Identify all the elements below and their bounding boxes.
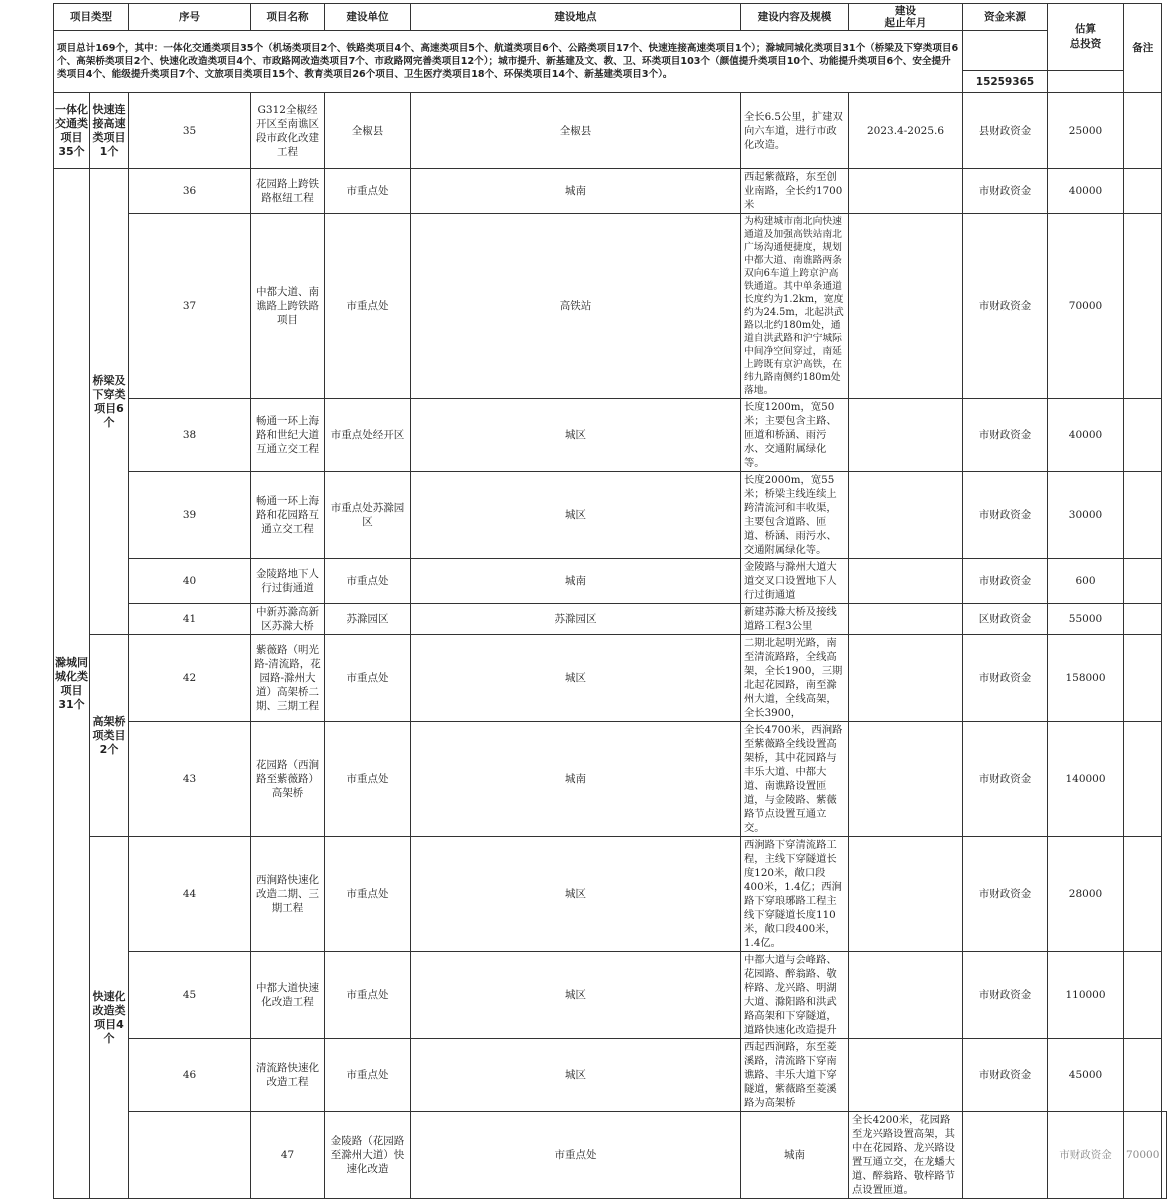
cell-period — [849, 214, 963, 399]
cell-fund: 市财政资金 — [963, 399, 1048, 472]
cell-remark — [1124, 722, 1162, 837]
cell-location: 城区 — [411, 952, 741, 1039]
table-row — [54, 93, 1167, 169]
cell-seq: 46 — [129, 1039, 251, 1112]
cell-unit: 市重点处 — [411, 1112, 741, 1199]
cell-seq: 44 — [129, 837, 251, 952]
cell-name: 中都大道、南谯路上跨铁路项目 — [251, 214, 325, 399]
cell-seq: 41 — [129, 604, 251, 635]
cell-fund: 县财政资金 — [963, 93, 1048, 169]
cell-name: 金陵路地下人行过街通道 — [251, 559, 325, 604]
cell-content: 全长6.5公里，扩建双向六车道，进行市政化改造。 — [741, 93, 849, 169]
cell-location: 城区 — [411, 1039, 741, 1112]
cell-location: 城区 — [411, 472, 741, 559]
table-row — [54, 1112, 1167, 1199]
cell-unit: 市重点处 — [325, 214, 411, 399]
cell-invest: 40000 — [1048, 399, 1124, 472]
header-category: 项目类型 — [54, 4, 129, 31]
group-fast: 快速化改造类项目4个 — [90, 837, 129, 1199]
cell-seq: 42 — [129, 635, 251, 722]
summary-text: 项目总计169个，其中：一体化交通类项目35个（机场类项目2个、铁路类项目4个、高速类项目5个、航道类项目6个、公路类项目17个、快速连接高速类项目1个）；滁城同城化类项目31个（桥梁及下穿类项目6个、高架桥类项目2个、快速化改造类项目4个、市政路网改造类项目7个、市政路网完善类项目12个）；城市提升、新基建及文、教、卫、环类项目103个（颜值提升类项目10个、功能提升类项目6个、安全提升类项目4个、能级提升类项目7个、文旅项目类项目15个、教育类项目26个项目、卫生医疗类项目18个、环保类项目14个、新基建类项目3个）。 — [54, 31, 963, 93]
group-city: 滁城同城化类项目31个 — [54, 169, 90, 1199]
cell-content: 全长4200米，花园路至龙兴路设置高架，其中在花园路、龙兴路设置互通立交，在龙蟠大道、醉翁路、敬梓路节点设置匝道。 — [849, 1112, 963, 1199]
header-period: 建设 起止年月 — [849, 4, 963, 31]
cell-remark — [1124, 952, 1162, 1039]
cell-remark — [1124, 1039, 1162, 1112]
cell-invest: 158000 — [1048, 635, 1124, 722]
table-row — [54, 559, 1167, 604]
group-elevated: 高架桥项类目2个 — [90, 635, 129, 837]
cell-location: 城区 — [411, 837, 741, 952]
cell-fund: 市财政资金 — [963, 722, 1048, 837]
cell-invest: 70000 — [1124, 1112, 1162, 1199]
cell-period — [849, 635, 963, 722]
cell-fund: 市财政资金 — [1048, 1112, 1124, 1199]
cell-location: 城南 — [411, 722, 741, 837]
cell-period — [849, 472, 963, 559]
cell-unit: 市重点处 — [325, 559, 411, 604]
cell-period — [849, 169, 963, 214]
cell-unit: 市重点处苏滁园区 — [325, 472, 411, 559]
header-seq: 序号 — [129, 4, 251, 31]
cell-location: 城区 — [411, 399, 741, 472]
cell-invest: 25000 — [1048, 93, 1124, 169]
table-row — [54, 399, 1167, 472]
cell-unit: 市重点处经开区 — [325, 399, 411, 472]
cell-fund: 市财政资金 — [963, 952, 1048, 1039]
cell-period — [849, 559, 963, 604]
cell-content: 长度1200m，宽50米；主要包含主路、匝道和桥涵、雨污水、交通附属绿化等。 — [741, 399, 849, 472]
cell-seq: 39 — [129, 472, 251, 559]
cell-location: 城南 — [411, 559, 741, 604]
cell-remark — [1124, 604, 1162, 635]
cell-content: 全长4700米，西涧路至紫薇路全线设置高架桥，其中花园路与丰乐大道、中都大道、南谯路设置匝道，与金陵路、紫薇路节点设置互通立交。 — [741, 722, 849, 837]
cell-unit: 全椒县 — [325, 93, 411, 169]
cell-period — [963, 1112, 1048, 1199]
cell-unit: 市重点处 — [325, 722, 411, 837]
group-city-cont — [129, 1112, 251, 1199]
cell-location: 全椒县 — [411, 93, 741, 169]
cell-name: 中都大道快速化改造工程 — [251, 952, 325, 1039]
cell-remark — [1124, 93, 1162, 169]
cell-fund: 市财政资金 — [963, 214, 1048, 399]
cell-period — [849, 1039, 963, 1112]
header-unit: 建设单位 — [325, 4, 411, 31]
cell-invest: 55000 — [1048, 604, 1124, 635]
cell-content: 西涧路下穿清流路工程，主线下穿隧道长度120米，敞口段400米，1.4亿；西涧路下穿琅琊路工程主线下穿隧道长度110米，敞口段400米，1.4亿。 — [741, 837, 849, 952]
table-row — [54, 635, 1167, 722]
cell-location: 城南 — [741, 1112, 849, 1199]
cell-content: 西起西涧路，东至菱溪路，清流路下穿南谯路、丰乐大道下穿隧道，紫薇路至菱溪路为高架桥 — [741, 1039, 849, 1112]
group-bridge: 桥梁及下穿类项目6个 — [90, 169, 129, 635]
cell-name: 花园路（西涧路至紫薇路）高架桥 — [251, 722, 325, 837]
cell-content: 新建苏滁大桥及接线道路工程3公里 — [741, 604, 849, 635]
header-fund: 资金来源 — [963, 4, 1048, 31]
total-invest: 15259365 — [963, 71, 1048, 93]
cell-period: 2023.4-2025.6 — [849, 93, 963, 169]
cell-name: 清流路快速化改造工程 — [251, 1039, 325, 1112]
table-row — [54, 169, 1167, 214]
header-name: 项目名称 — [251, 4, 325, 31]
header-remark: 备注 — [1124, 4, 1162, 93]
cell-seq: 35 — [129, 93, 251, 169]
cell-period — [849, 399, 963, 472]
cell-fund: 市财政资金 — [963, 635, 1048, 722]
cell-fund: 市财政资金 — [963, 169, 1048, 214]
cell-invest: 70000 — [1048, 214, 1124, 399]
cell-remark — [1124, 837, 1162, 952]
cell-unit: 市重点处 — [325, 169, 411, 214]
cell-name: 畅通一环上海路和花园路互通立交工程 — [251, 472, 325, 559]
cell-seq: 38 — [129, 399, 251, 472]
table-row — [54, 722, 1167, 837]
cell-unit: 市重点处 — [325, 837, 411, 952]
header-invest: 估算 总投资 — [1048, 4, 1124, 71]
cell-fund: 市财政资金 — [963, 837, 1048, 952]
cell-fund: 市财政资金 — [963, 559, 1048, 604]
header-location: 建设地点 — [411, 4, 741, 31]
cell-name: 西涧路快速化改造二期、三期工程 — [251, 837, 325, 952]
cell-seq: 36 — [129, 169, 251, 214]
cell-remark — [1124, 472, 1162, 559]
cell-unit: 市重点处 — [325, 635, 411, 722]
header-content: 建设内容及规模 — [741, 4, 849, 31]
table-row — [54, 952, 1167, 1039]
cell-name: 畅通一环上海路和世纪大道互通立交工程 — [251, 399, 325, 472]
table-row — [54, 214, 1167, 399]
cell-location: 高铁站 — [411, 214, 741, 399]
cell-period — [849, 604, 963, 635]
cell-name: 中新苏滁高新区苏滁大桥 — [251, 604, 325, 635]
cell-period — [849, 837, 963, 952]
cell-fund: 市财政资金 — [963, 1039, 1048, 1112]
cell-location: 城区 — [411, 635, 741, 722]
cell-remark — [1124, 214, 1162, 399]
cell-seq: 37 — [129, 214, 251, 399]
cell-unit: 苏滁园区 — [325, 604, 411, 635]
cell-invest: 45000 — [1048, 1039, 1124, 1112]
cell-period — [849, 952, 963, 1039]
cell-period — [849, 722, 963, 837]
cell-content: 中都大道与会峰路、花园路、醉翁路、敬梓路、龙兴路、明湖大道、滁阳路和洪武路高架和下穿隧道，道路快速化改造提升 — [741, 952, 849, 1039]
cell-fund: 区财政资金 — [963, 604, 1048, 635]
cell-remark — [1124, 169, 1162, 214]
cell-seq: 47 — [251, 1112, 325, 1199]
cell-remark — [1124, 399, 1162, 472]
cell-name: 紫薇路（明光路-清流路，花园路-滁州大道）高架桥二期、三期工程 — [251, 635, 325, 722]
cell-content: 西起紫薇路，东至创业南路，全长约1700米 — [741, 169, 849, 214]
cell-invest: 30000 — [1048, 472, 1124, 559]
cell-content: 为构建城市南北向快速通道及加强高铁站南北广场沟通便捷度，规划中都大道、南谯路两条双向6车道上跨京沪高铁通道。其中单条通道长度约为1.2km，宽度约为24.5m，北起洪武路以北约180m处，通道自洪武路和沪宁城际中间净空间穿过，南延上跨既有京沪高铁，在纬九路南侧约180m处落地。 — [741, 214, 849, 399]
project-table — [53, 3, 1167, 1199]
cell-remark — [1124, 635, 1162, 722]
table-row — [54, 1039, 1167, 1112]
cell-content: 长度2000m，宽55米；桥梁主线连续上跨清流河和丰收渠，主要包含道路、匝道、桥涵、雨污水、交通附属绿化等。 — [741, 472, 849, 559]
cell-name: G312全椒经开区至南谯区段市政化改建工程 — [251, 93, 325, 169]
cell-location: 城南 — [411, 169, 741, 214]
group-traffic-sub: 快速连接高速类项目1个 — [90, 93, 129, 169]
cell-seq: 45 — [129, 952, 251, 1039]
cell-invest: 600 — [1048, 559, 1124, 604]
cell-location: 苏滁园区 — [411, 604, 741, 635]
cell-unit: 市重点处 — [325, 952, 411, 1039]
cell-invest: 28000 — [1048, 837, 1124, 952]
cell-name: 花园路上跨铁路枢纽工程 — [251, 169, 325, 214]
cell-name: 金陵路（花园路至滁州大道）快速化改造 — [325, 1112, 411, 1199]
table-row — [54, 472, 1167, 559]
cell-unit: 市重点处 — [325, 1039, 411, 1112]
cell-fund: 市财政资金 — [963, 472, 1048, 559]
cell-seq: 40 — [129, 559, 251, 604]
group-traffic: 一体化交通类项目35个 — [54, 93, 90, 169]
table-row — [54, 837, 1167, 952]
table-row — [54, 604, 1167, 635]
cell-content: 二期北起明光路，南至清流路路，全线高架，全长1900，三期北起花园路，南至滁州大道，全线高架，全长3900， — [741, 635, 849, 722]
cell-invest: 110000 — [1048, 952, 1124, 1039]
cell-invest: 140000 — [1048, 722, 1124, 837]
cell-content: 金陵路与滁州大道大道交叉口设置地下人行过街通道 — [741, 559, 849, 604]
cell-seq: 43 — [129, 722, 251, 837]
cell-remark — [1124, 559, 1162, 604]
cell-remark — [1162, 1112, 1167, 1199]
cell-invest: 40000 — [1048, 169, 1124, 214]
